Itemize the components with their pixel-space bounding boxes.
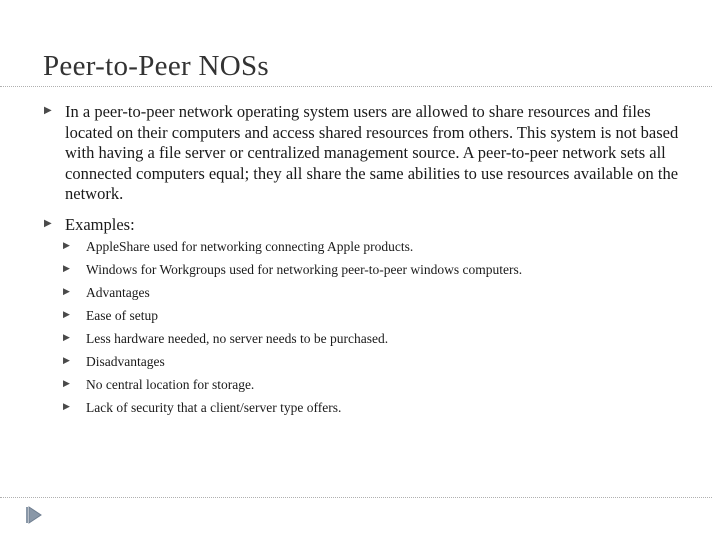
list-item-text: Windows for Workgroups used for networking peer-to-peer windows computers. [86,262,523,277]
triangle-right-icon: ▶ [63,241,70,251]
triangle-right-icon: ▶ [63,356,70,366]
title-divider [0,86,712,87]
list-item-text: Lack of security that a client/server type offers. [86,400,342,415]
list-item-text: Disadvantages [86,354,165,369]
list-item [0,331,720,354]
slide-title: Peer-to-Peer NOSs [43,50,269,82]
triangle-right-icon: ▶ [63,333,70,343]
triangle-right-icon: ▶ [63,287,70,297]
triangle-right-icon: ▶ [63,264,70,274]
list-item-text: No central location for storage. [86,377,255,392]
list-item-text: Advantages [86,285,150,300]
list-item [0,377,720,400]
list-item [0,308,720,331]
list-item-text: Ease of setup [86,308,158,323]
triangle-right-icon: ▶ [63,310,70,320]
list-item-text: AppleShare used for networking connecting Apple products. [86,239,414,254]
footer-divider [0,497,712,498]
triangle-right-icon: ▶ [63,402,70,412]
triangle-right-icon: ▶ [63,379,70,389]
triangle-right-icon: ▶ [44,105,52,116]
list-item [0,285,720,308]
list-item [0,262,720,285]
list-item-text: Less hardware needed, no server needs to be purchased. [86,331,389,346]
examples-heading: Examples: [65,215,135,234]
list-item [0,354,720,377]
slide-nav-arrow-icon[interactable] [24,504,46,526]
triangle-right-icon: ▶ [44,218,52,229]
list-item [0,400,720,423]
list-item [0,239,720,262]
examples-sub-list [0,239,720,423]
bullet-paragraph: In a peer-to-peer network operating system users are allowed to share resources and files located on their computers and access shared resources from others. This system is not based with having a file server or centralized management source. A peer-to-peer network sets all connected computers equal; they all share the same abilities to use resources available on the network. [65,102,679,203]
